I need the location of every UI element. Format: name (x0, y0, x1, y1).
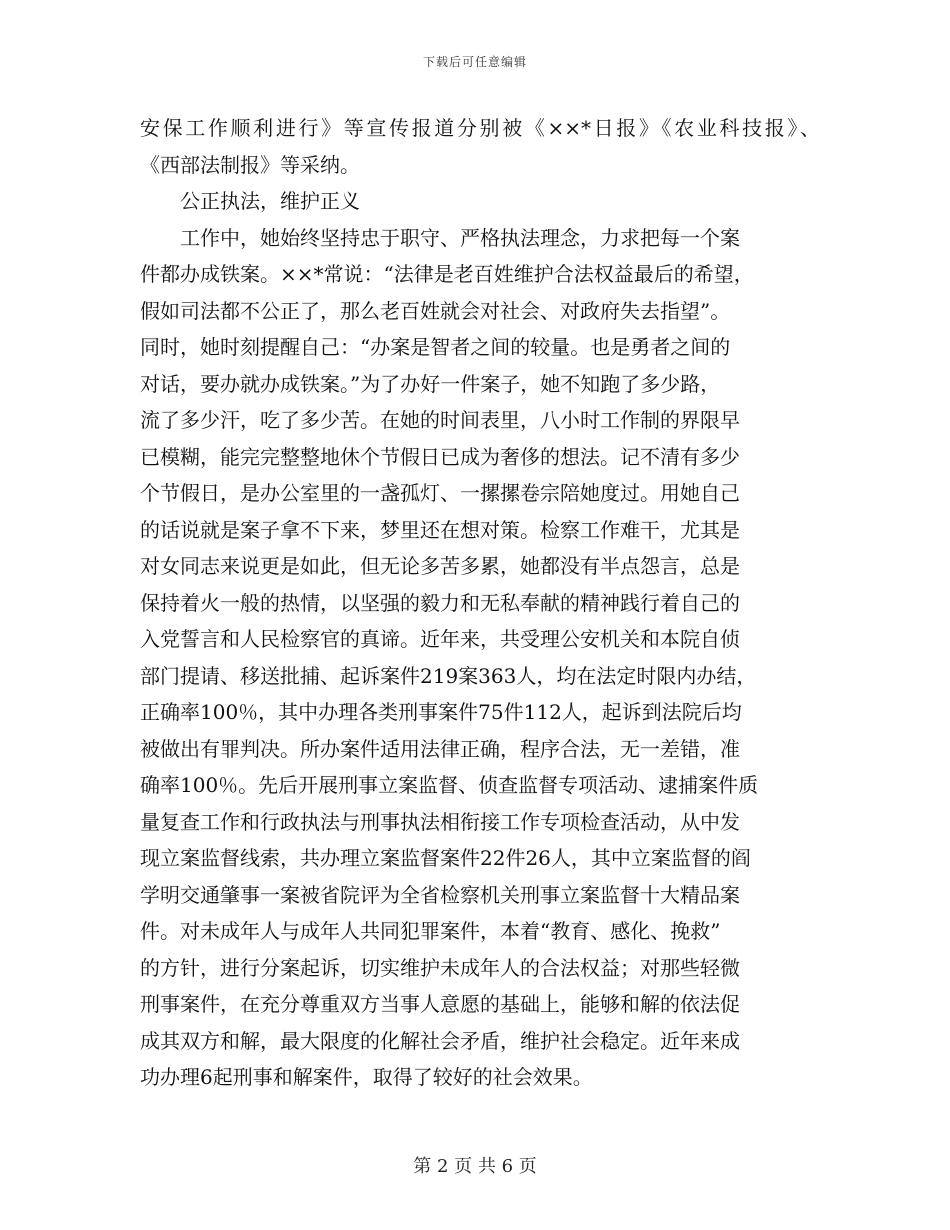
body-line: 已模糊，能完完整整地休个节假日已成为奢侈的想法。记不清有多少 (140, 444, 740, 469)
body-line: 确率100％。先后开展刑事立案监督、侦查监督专项活动、逮捕案件质 (140, 773, 759, 797)
body-line: 件都办成铁案。××*常说：“法律是老百姓维护合法权益最后的希望， (140, 262, 754, 286)
body-line: 量复查工作和行政执法与刑事执法相衔接工作专项检查活动，从中发 (140, 809, 740, 834)
body-line: 件。对未成年人与成年人共同犯罪案件，本着“教育、感化、挽救” (140, 919, 721, 943)
section-heading: 公正执法，维护正义 (180, 189, 360, 213)
body-line: 同时，她时刻提醒自己：“办案是智者之间的较量。也是勇者之间的 (140, 335, 731, 359)
body-line: 入党誓言和人民检察官的真谛。近年来，共受理公安机关和本院自侦 (140, 627, 740, 651)
body-line: 对话，要办就办成铁案。”为了办好一件案子，她不知跑了多少路， (140, 371, 721, 396)
body-line: 的话说就是案子拿不下来，梦里还在想对策。检察工作难干，尤其是 (140, 517, 740, 542)
body-line: 现立案监督线索，共办理立案监督案件22件26人，其中立案监督的阎 (140, 846, 751, 870)
body-line: 被做出有罪判决。所办案件适用法律正确，程序合法，无一差错，准 (140, 736, 740, 761)
body-line: 功办理6起刑事和解案件，取得了较好的社会效果。 (140, 1065, 593, 1089)
body-line: 成其双方和解，最大限度的化解社会矛盾，维护社会稳定。近年来成 (140, 1028, 740, 1053)
document-body (140, 110, 820, 1096)
body-line: 保持着火一般的热情，以坚强的毅力和无私奉献的精神践行着自己的 (140, 590, 740, 615)
body-line: 《西部法制报》等采纳。 (140, 152, 360, 177)
body-line: 的方针，进行分案起诉，切实维护未成年人的合法权益；对那些轻微 (140, 955, 740, 980)
body-line: 部门提请、移送批捕、起诉案件219案363人，均在法定时限内办结， (140, 663, 757, 688)
body-line: 流了多少汗，吃了多少苦。在她的时间表里，八小时工作制的界限早 (140, 408, 740, 432)
body-line: 假如司法都不公正了，那么老百姓就会对社会、对政府失去指望”。 (140, 298, 731, 323)
body-line: 工作中，她始终坚持忠于职守、严格执法理念，力求把每一个案 (180, 225, 740, 250)
body-line: 学明交通肇事一案被省院评为全省检察机关刑事立案监督十大精品案 (140, 882, 740, 907)
body-line: 安保工作顺利进行》等宣传报道分别被《××*日报》《农业科技报》、 (140, 116, 820, 140)
body-line: 对女同志来说更是如此，但无论多苦多累，她都没有半点怨言，总是 (140, 554, 740, 578)
body-line: 个节假日，是办公室里的一盏孤灯、一摞摞卷宗陪她度过。用她自己 (140, 481, 740, 505)
page-number: 第 2 页 共 6 页 (413, 1156, 537, 1177)
body-line: 正确率100％，其中办理各类刑事案件75件112人，起诉到法院后均 (140, 700, 742, 724)
page-header: 下载后可任意编辑 (422, 55, 527, 69)
body-line: 刑事案件，在充分尊重双方当事人意愿的基础上，能够和解的依法促 (140, 992, 740, 1016)
